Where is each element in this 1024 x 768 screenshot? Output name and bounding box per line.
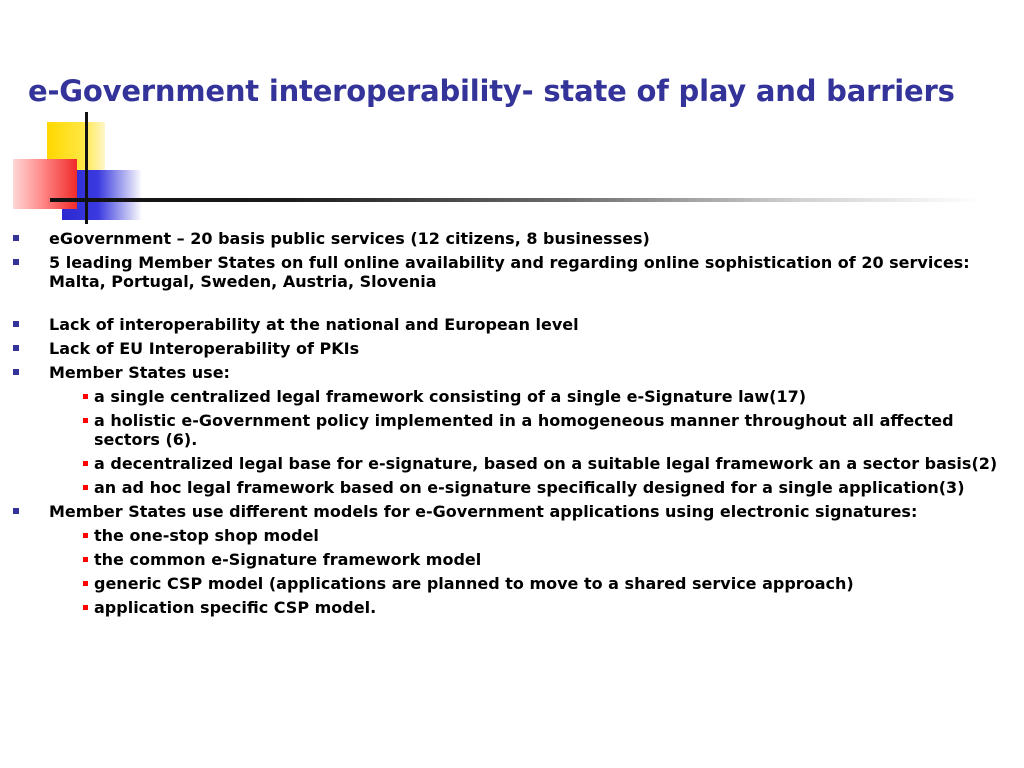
sub-bullet-text: a single centralized legal framework consisting of a single e-Signature law(17) [94,387,807,406]
sub-bullet-item [49,550,1013,569]
bullet-item [13,363,1013,497]
red-square-bullet-icon [83,557,88,562]
red-square-bullet-icon [83,461,88,466]
sub-bullet-text: the one-stop shop model [94,526,319,545]
square-bullet-icon [13,369,19,375]
bullet-item [13,339,1013,358]
title-decoration [0,110,1024,230]
sub-bullet-item [49,454,1013,473]
red-square-bullet-icon [83,485,88,490]
decoration-horizontal-rule [50,198,980,202]
square-bullet-icon [13,259,19,265]
red-square-bullet-icon [83,605,88,610]
sub-bullet-item [49,478,1013,497]
sub-bullet-item [49,598,1013,617]
bullet-text: Lack of interoperability at the national and European level [49,315,579,334]
bullet-item [13,253,1013,291]
bullet-text: Lack of EU Interoperability of PKIs [49,339,360,358]
sub-bullet-text: generic CSP model (applications are planned to move to a shared service approach) [94,574,854,593]
square-bullet-icon [13,508,19,514]
bullet-item [13,315,1013,334]
square-bullet-icon [13,235,19,241]
red-square-bullet-icon [83,418,88,423]
red-square-bullet-icon [83,394,88,399]
slide-body [13,229,1013,622]
decoration-vertical-line [85,112,88,224]
sub-bullet-item [49,387,1013,406]
bullet-text: Member States use different models for e-Government applications using electronic signatures: [49,502,918,521]
bullet-text: Member States use: [49,363,230,382]
bullet-item [13,229,1013,248]
sub-bullet-text: an ad hoc legal framework based on e-signature specifically designed for a single application(3) [94,478,965,497]
square-bullet-icon [13,345,19,351]
sub-bullet-list [49,526,1013,617]
sub-bullet-text: a holistic e-Government policy implemented in a homogeneous manner throughout all affected sectors (6). [94,411,954,449]
sub-bullet-item [49,526,1013,545]
sub-bullet-list [49,387,1013,497]
square-bullet-icon [13,321,19,327]
sub-bullet-text: a decentralized legal base for e-signature, based on a suitable legal framework an a sector basis(2) [94,454,998,473]
red-square-bullet-icon [83,533,88,538]
sub-bullet-item [49,574,1013,593]
bullet-item [13,502,1013,617]
bullet-text: 5 leading Member States on full online availability and regarding online sophistication of 20 services: Malta, Portugal, Sweden, Austria, Slovenia [49,253,970,291]
sub-bullet-text: the common e-Signature framework model [94,550,482,569]
red-square-bullet-icon [83,581,88,586]
sub-bullet-item [49,411,1013,449]
bullet-list [13,229,1013,617]
bullet-text: eGovernment – 20 basis public services (12 citizens, 8 businesses) [49,229,650,248]
slide-title: e-Government interoperability- state of play and barriers [28,74,955,108]
sub-bullet-text: application specific CSP model. [94,598,377,617]
